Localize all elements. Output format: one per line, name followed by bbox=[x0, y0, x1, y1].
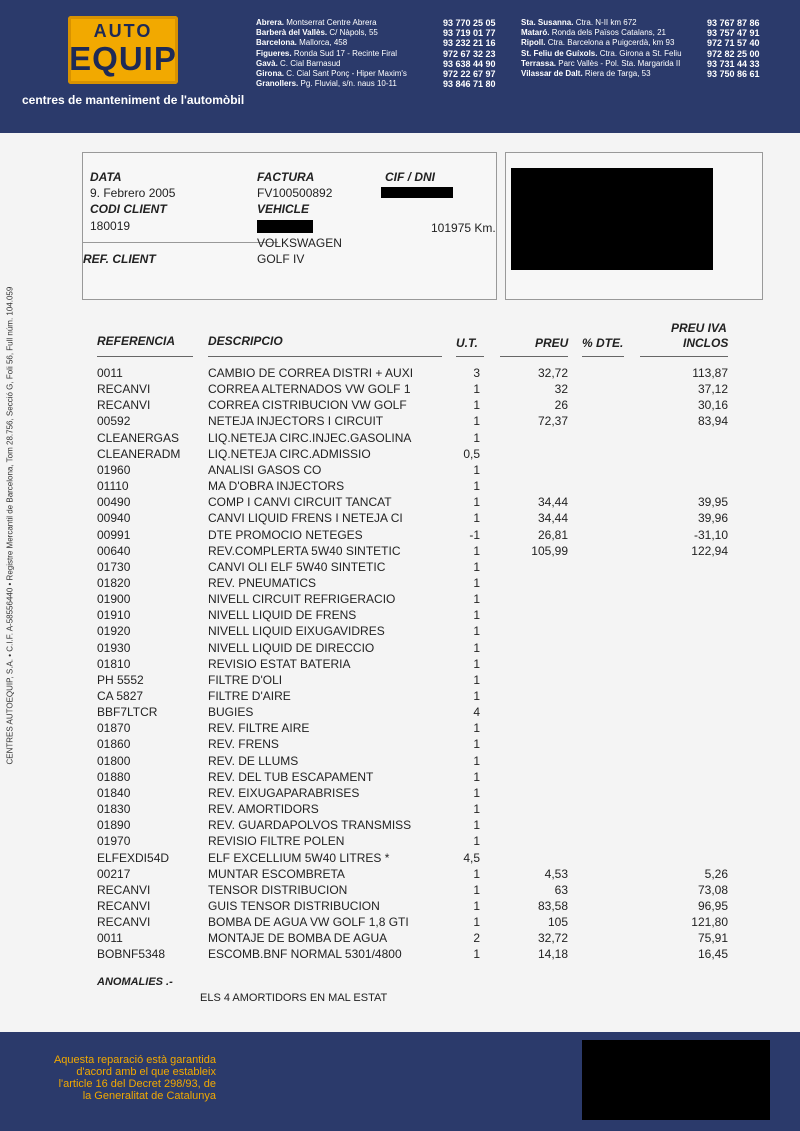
customer-address-box bbox=[505, 152, 763, 300]
guarantee-line: Aquesta reparació està garantida bbox=[53, 1054, 216, 1066]
table-row bbox=[0, 608, 800, 624]
location-address: C. Cial Barnasud bbox=[280, 58, 341, 68]
row-reference: CLEANERGAS bbox=[97, 430, 180, 445]
row-reference: RECANVI bbox=[97, 915, 151, 930]
registry-side-text: CENTRES AUTOEQUIP, S.A. • C.I.F. A-58556440 • Registre Mercantil de Barcelona, Tom 28.756, Secció G, Foli 56, Full núm. 104.059 bbox=[5, 286, 15, 765]
row-description: MONTAJE DE BOMBA DE AGUA bbox=[208, 931, 388, 946]
row-reference: BOBNF5348 bbox=[97, 947, 166, 962]
km-value: 101975 Km. bbox=[431, 221, 496, 235]
row-units: 1 bbox=[473, 511, 480, 526]
row-description: REV.COMPLERTA 5W40 SINTETIC bbox=[208, 543, 401, 558]
row-description: MA D'OBRA INJECTORS bbox=[208, 479, 345, 494]
location-entry bbox=[521, 18, 682, 28]
location-name: Mataró. bbox=[521, 28, 550, 38]
row-units: 4,5 bbox=[463, 850, 480, 865]
row-description: REVISIO FILTRE POLEN bbox=[208, 834, 345, 849]
location-phone: 93 731 44 33 bbox=[707, 58, 760, 69]
row-description: REV. DE LLUMS bbox=[208, 753, 299, 768]
row-reference: 01880 bbox=[97, 769, 131, 784]
row-units: 1 bbox=[473, 656, 480, 671]
location-address-list bbox=[521, 18, 682, 79]
row-units: 1 bbox=[473, 882, 480, 897]
table-row bbox=[0, 641, 800, 657]
location-phone: 93 750 86 61 bbox=[707, 69, 760, 80]
row-reference: RECANVI bbox=[97, 382, 151, 397]
row-description: NIVELL CIRCUIT REFRIGERACIO bbox=[208, 592, 396, 607]
row-reference: 01730 bbox=[97, 559, 131, 574]
row-price: 26 bbox=[554, 398, 568, 413]
table-row bbox=[0, 624, 800, 640]
row-units: 1 bbox=[473, 866, 480, 881]
anomalies-label: ANOMALIES .- bbox=[97, 976, 173, 988]
row-total: 113,87 bbox=[692, 366, 728, 380]
row-units: 1 bbox=[473, 382, 480, 397]
location-phone: 972 82 25 00 bbox=[707, 48, 760, 59]
row-description: NIVELL LIQUID DE FRENS bbox=[208, 608, 357, 623]
row-description: CORREA CISTRIBUCION VW GOLF bbox=[208, 398, 407, 413]
row-units: 1 bbox=[473, 592, 480, 607]
table-row bbox=[0, 544, 800, 560]
location-entry bbox=[256, 18, 407, 28]
row-reference: CLEANERADM bbox=[97, 446, 181, 461]
row-description: LIQ.NETEJA CIRC.INJEC.GASOLINA bbox=[208, 430, 412, 445]
location-address: Ronda Sud 17 - Recinte Firal bbox=[293, 48, 397, 58]
table-row bbox=[0, 479, 800, 495]
row-description: NETEJA INJECTORS I CIRCUIT bbox=[208, 414, 384, 429]
table-row bbox=[0, 528, 800, 544]
header-descripcio: DESCRIPCIO bbox=[208, 334, 283, 348]
table-row bbox=[0, 867, 800, 883]
row-units: 1 bbox=[473, 785, 480, 800]
table-row bbox=[0, 431, 800, 447]
table-row bbox=[0, 511, 800, 527]
location-phone-list bbox=[443, 18, 496, 89]
logo-line2: EQUIP bbox=[69, 40, 177, 77]
table-row bbox=[0, 705, 800, 721]
row-description: DTE PROMOCIO NETEGES bbox=[208, 527, 363, 542]
location-phone: 93 638 44 90 bbox=[443, 58, 496, 69]
row-reference: 00640 bbox=[97, 543, 131, 558]
header-dte: % DTE. bbox=[582, 336, 624, 350]
header-rule-desc bbox=[208, 356, 442, 357]
location-name: Gavà. bbox=[256, 58, 278, 68]
location-name: Ripoll. bbox=[521, 38, 546, 48]
logo-line1: AUTO bbox=[93, 21, 153, 41]
row-units: 1 bbox=[473, 915, 480, 930]
row-price: 32 bbox=[554, 382, 568, 397]
row-description: ANALISI GASOS CO bbox=[208, 462, 322, 477]
data-label: DATA bbox=[90, 170, 122, 184]
table-row bbox=[0, 673, 800, 689]
table-row bbox=[0, 737, 800, 753]
row-description: CAMBIO DE CORREA DISTRI + AUXI bbox=[208, 366, 414, 380]
row-reference: CA 5827 bbox=[97, 689, 144, 703]
row-units: 1 bbox=[473, 495, 480, 510]
table-row bbox=[0, 447, 800, 463]
codi-client-label: CODI CLIENT bbox=[90, 202, 167, 216]
location-address: Ctra. Barcelona a Puigcerdà, km 93 bbox=[547, 38, 675, 48]
table-row bbox=[0, 915, 800, 931]
location-address: Riera de Targa, 53 bbox=[584, 69, 651, 79]
row-reference: 0011 bbox=[97, 931, 123, 946]
location-phone: 972 22 67 97 bbox=[443, 69, 496, 80]
table-row bbox=[0, 382, 800, 398]
row-total: 121,80 bbox=[691, 915, 728, 930]
row-price: 105 bbox=[547, 915, 568, 930]
location-phone: 93 846 71 80 bbox=[443, 79, 496, 90]
location-phone: 972 71 57 40 bbox=[707, 38, 760, 49]
table-row bbox=[0, 366, 800, 382]
table-row bbox=[0, 883, 800, 899]
header-rule-preu bbox=[500, 356, 568, 357]
row-total: -31,10 bbox=[693, 527, 728, 542]
invoice-info-box bbox=[82, 152, 497, 300]
location-address: Montserrat Centre Abrera bbox=[286, 18, 377, 27]
row-description: REV. DEL TUB ESCAPAMENT bbox=[208, 769, 374, 784]
location-phone-list bbox=[707, 18, 760, 79]
vehicle-make: VOLKSWAGEN bbox=[257, 236, 342, 250]
row-reference: 00592 bbox=[97, 414, 131, 429]
row-description: CANVI OLI ELF 5W40 SINTETIC bbox=[208, 559, 386, 574]
header-rule-total bbox=[640, 356, 728, 357]
row-description: FILTRE D'AIRE bbox=[208, 689, 291, 703]
table-row bbox=[0, 463, 800, 479]
ref-client-label: REF. CLIENT bbox=[83, 252, 156, 266]
header-referencia: REFERENCIA bbox=[97, 334, 176, 348]
location-phone: 93 232 21 16 bbox=[443, 38, 496, 49]
header-preu: PREU bbox=[535, 336, 569, 350]
row-units: 1 bbox=[473, 479, 480, 494]
row-units: 0,5 bbox=[463, 446, 480, 461]
row-reference: 01810 bbox=[97, 656, 131, 671]
row-price: 105,99 bbox=[531, 543, 568, 558]
row-reference: 01840 bbox=[97, 785, 131, 800]
company-logo bbox=[68, 16, 178, 84]
location-name: Terrassa. bbox=[521, 58, 556, 68]
factura-label: FACTURA bbox=[257, 170, 315, 184]
row-reference: 01890 bbox=[97, 818, 131, 833]
location-address: Parc Vallès - Pol. Sta. Margarida II bbox=[558, 58, 681, 68]
location-address: Mallorca, 458 bbox=[299, 38, 348, 48]
row-description: BOMBA DE AGUA VW GOLF 1,8 GTI bbox=[208, 915, 409, 930]
data-value: 9. Febrero 2005 bbox=[90, 186, 176, 200]
row-units: 1 bbox=[473, 737, 480, 752]
guarantee-line: l'article 16 del Decret 298/93, de bbox=[58, 1078, 216, 1090]
table-row bbox=[0, 786, 800, 802]
row-reference: 01900 bbox=[97, 592, 131, 607]
row-description: BUGIES bbox=[208, 705, 254, 720]
vehicle-model: GOLF IV bbox=[257, 252, 305, 266]
row-units: 1 bbox=[473, 559, 480, 574]
table-row bbox=[0, 592, 800, 608]
header-rule-ut bbox=[456, 356, 484, 357]
row-description: REV. GUARDAPOLVOS TRANSMISS bbox=[208, 818, 412, 833]
row-description: TENSOR DISTRIBUCION bbox=[208, 882, 348, 897]
vehicle-label: VEHICLE bbox=[257, 202, 310, 216]
row-description: NIVELL LIQUID EIXUGAVIDRES bbox=[208, 624, 385, 639]
row-units: -1 bbox=[469, 527, 480, 542]
location-name: Girona. bbox=[256, 69, 285, 79]
table-row bbox=[0, 899, 800, 915]
factura-value: FV100500892 bbox=[257, 186, 333, 200]
row-total: 30,16 bbox=[697, 398, 728, 413]
row-description: ESCOMB.BNF NORMAL 5301/4800 bbox=[208, 947, 402, 962]
location-entry bbox=[256, 49, 407, 59]
row-units: 1 bbox=[473, 818, 480, 833]
row-price: 32,72 bbox=[537, 366, 568, 380]
row-description: REV. EIXUGAPARABRISES bbox=[208, 785, 360, 800]
row-units: 1 bbox=[473, 753, 480, 768]
table-row bbox=[0, 851, 800, 867]
row-units: 1 bbox=[473, 769, 480, 784]
row-price: 83,58 bbox=[537, 898, 568, 913]
row-units: 1 bbox=[473, 608, 480, 623]
row-description: REV. PNEUMATICS bbox=[208, 575, 317, 590]
row-units: 1 bbox=[473, 640, 480, 655]
header-inclos: INCLOS bbox=[683, 336, 729, 350]
row-price: 72,37 bbox=[537, 414, 568, 429]
row-reference: 00217 bbox=[97, 866, 131, 881]
guarantee-line: d'acord amb el que estableix bbox=[76, 1066, 216, 1078]
location-name: Granollers. bbox=[256, 79, 299, 89]
row-description: REV. AMORTIDORS bbox=[208, 802, 319, 817]
row-description: REV. FRENS bbox=[208, 737, 279, 752]
row-reference: 01800 bbox=[97, 753, 131, 768]
row-reference: 01830 bbox=[97, 802, 131, 817]
row-units: 1 bbox=[473, 689, 480, 703]
row-units: 1 bbox=[473, 624, 480, 639]
row-price: 34,44 bbox=[537, 495, 568, 510]
header-rule-dte bbox=[582, 356, 624, 357]
row-price: 26,81 bbox=[537, 527, 568, 542]
table-row bbox=[0, 754, 800, 770]
location-entry bbox=[256, 28, 407, 38]
row-description: GUIS TENSOR DISTRIBUCION bbox=[208, 898, 380, 913]
location-phone: 93 767 87 86 bbox=[707, 18, 760, 28]
location-phone: 93 719 01 77 bbox=[443, 28, 496, 39]
location-entry bbox=[521, 69, 682, 79]
row-total: 83,94 bbox=[697, 414, 728, 429]
row-reference: RECANVI bbox=[97, 882, 151, 897]
row-price: 4,53 bbox=[544, 866, 568, 881]
table-row bbox=[0, 721, 800, 737]
table-row bbox=[0, 770, 800, 786]
location-name: Barberà del Vallès. bbox=[256, 28, 328, 38]
address-redaction bbox=[511, 168, 713, 270]
row-reference: 00991 bbox=[97, 527, 131, 542]
location-address: Ronda dels Països Catalans, 21 bbox=[551, 28, 666, 38]
location-address: C. Cial Sant Ponç - Hiper Maxim's bbox=[286, 69, 407, 79]
row-reference: 01960 bbox=[97, 462, 131, 477]
row-reference: 01970 bbox=[97, 834, 131, 849]
row-description: FILTRE D'OLI bbox=[208, 672, 283, 687]
row-units: 1 bbox=[473, 430, 480, 445]
row-units: 4 bbox=[473, 705, 480, 720]
row-reference: RECANVI bbox=[97, 398, 151, 413]
row-reference: 01910 bbox=[97, 608, 131, 623]
row-total: 5,26 bbox=[704, 866, 728, 881]
row-total: 75,91 bbox=[697, 931, 728, 946]
row-reference: 00490 bbox=[97, 495, 131, 510]
row-price: 34,44 bbox=[537, 511, 568, 526]
row-description: LIQ.NETEJA CIRC.ADMISSIO bbox=[208, 446, 371, 461]
table-row bbox=[0, 834, 800, 850]
row-reference: RECANVI bbox=[97, 898, 151, 913]
row-total: 16,45 bbox=[697, 947, 728, 962]
row-total: 122,94 bbox=[691, 543, 728, 558]
row-total: 37,12 bbox=[697, 382, 728, 397]
row-price: 63 bbox=[554, 882, 568, 897]
location-address: Ctra. Girona a St. Feliu bbox=[599, 48, 682, 58]
table-row bbox=[0, 495, 800, 511]
location-name: St. Feliu de Guíxols. bbox=[521, 48, 598, 58]
location-name: Figueres. bbox=[256, 48, 292, 58]
header-rule-ref bbox=[97, 356, 193, 357]
location-name: Sta. Susanna. bbox=[521, 18, 574, 27]
codi-client-value: 180019 bbox=[90, 219, 131, 233]
location-name: Vilassar de Dalt. bbox=[521, 69, 583, 79]
divider bbox=[83, 242, 278, 243]
row-description: MUNTAR ESCOMBRETA bbox=[208, 866, 345, 881]
row-units: 2 bbox=[473, 931, 480, 946]
location-entry bbox=[521, 28, 682, 38]
row-description: REV. FILTRE AIRE bbox=[208, 721, 310, 736]
row-units: 1 bbox=[473, 398, 480, 413]
location-entry bbox=[256, 79, 407, 89]
location-address: Pg. Fluvial, s/n. naus 10-11 bbox=[300, 79, 397, 89]
row-total: 39,95 bbox=[697, 495, 728, 510]
table-row bbox=[0, 947, 800, 963]
location-entry bbox=[521, 38, 682, 48]
row-description: CORREA ALTERNADOS VW GOLF 1 bbox=[208, 382, 411, 397]
table-row bbox=[0, 414, 800, 430]
location-entry bbox=[256, 69, 407, 79]
row-reference: ELFEXDI54D bbox=[97, 850, 170, 865]
location-entry bbox=[256, 38, 407, 48]
location-name: Barcelona. bbox=[256, 38, 297, 48]
location-phone: 972 67 32 23 bbox=[443, 48, 496, 59]
row-description: COMP I CANVI CIRCUIT TANCAT bbox=[208, 495, 392, 510]
row-total: 73,08 bbox=[697, 882, 728, 897]
row-reference: 01870 bbox=[97, 721, 131, 736]
location-name: Abrera. bbox=[256, 18, 285, 27]
row-units: 1 bbox=[473, 947, 480, 962]
header-preu-iva: PREU IVA bbox=[671, 321, 727, 335]
table-row bbox=[0, 560, 800, 576]
row-description: CANVI LIQUID FRENS I NETEJA CI bbox=[208, 511, 403, 526]
table-row bbox=[0, 398, 800, 414]
row-description: NIVELL LIQUID DE DIRECCIO bbox=[208, 640, 375, 655]
stamp-redaction bbox=[582, 1040, 770, 1120]
row-total: 39,96 bbox=[697, 511, 728, 526]
row-description: ELF EXCELLIUM 5W40 LITRES * bbox=[208, 850, 390, 865]
plate-redaction bbox=[257, 220, 313, 233]
anomalies-text: ELS 4 AMORTIDORS EN MAL ESTAT bbox=[200, 992, 388, 1004]
row-reference: PH 5552 bbox=[97, 672, 144, 687]
table-row bbox=[0, 818, 800, 834]
row-units: 1 bbox=[473, 462, 480, 477]
row-units: 1 bbox=[473, 721, 480, 736]
row-reference: 01860 bbox=[97, 737, 131, 752]
location-address-list bbox=[256, 18, 407, 89]
location-phone: 93 770 25 05 bbox=[443, 18, 496, 28]
row-units: 3 bbox=[473, 366, 480, 380]
row-reference: 01110 bbox=[97, 479, 129, 494]
location-entry bbox=[256, 59, 407, 69]
row-price: 14,18 bbox=[537, 947, 568, 962]
row-units: 1 bbox=[473, 543, 480, 558]
location-address: C/ Nàpols, 55 bbox=[329, 28, 378, 38]
row-units: 1 bbox=[473, 672, 480, 687]
table-row bbox=[0, 931, 800, 947]
cif-redaction bbox=[381, 187, 453, 198]
location-entry bbox=[521, 49, 682, 59]
row-units: 1 bbox=[473, 575, 480, 590]
table-row bbox=[0, 802, 800, 818]
row-units: 1 bbox=[473, 414, 480, 429]
guarantee-line: la Generalitat de Catalunya bbox=[82, 1090, 216, 1102]
guarantee-text bbox=[20, 1054, 216, 1102]
row-units: 1 bbox=[473, 802, 480, 817]
row-total: 96,95 bbox=[697, 898, 728, 913]
row-reference: 01930 bbox=[97, 640, 131, 655]
row-reference: 0011 bbox=[97, 366, 123, 380]
row-reference: BBF7LTCR bbox=[97, 705, 158, 720]
location-entry bbox=[521, 59, 682, 69]
location-address: Ctra. N-II km 672 bbox=[575, 18, 637, 27]
header-ut: U.T. bbox=[456, 336, 478, 350]
row-price: 32,72 bbox=[537, 931, 568, 946]
row-reference: 00940 bbox=[97, 511, 131, 526]
row-reference: 01820 bbox=[97, 575, 131, 590]
row-description: REVISIO ESTAT BATERIA bbox=[208, 656, 351, 671]
location-phone: 93 757 47 91 bbox=[707, 28, 760, 39]
table-row bbox=[0, 657, 800, 673]
cif-label: CIF / DNI bbox=[385, 170, 435, 184]
tagline: centres de manteniment de l'automòbil bbox=[22, 93, 245, 107]
row-units: 1 bbox=[473, 834, 480, 849]
table-row bbox=[0, 689, 800, 705]
table-row bbox=[0, 576, 800, 592]
row-reference: 01920 bbox=[97, 624, 131, 639]
row-units: 1 bbox=[473, 898, 480, 913]
